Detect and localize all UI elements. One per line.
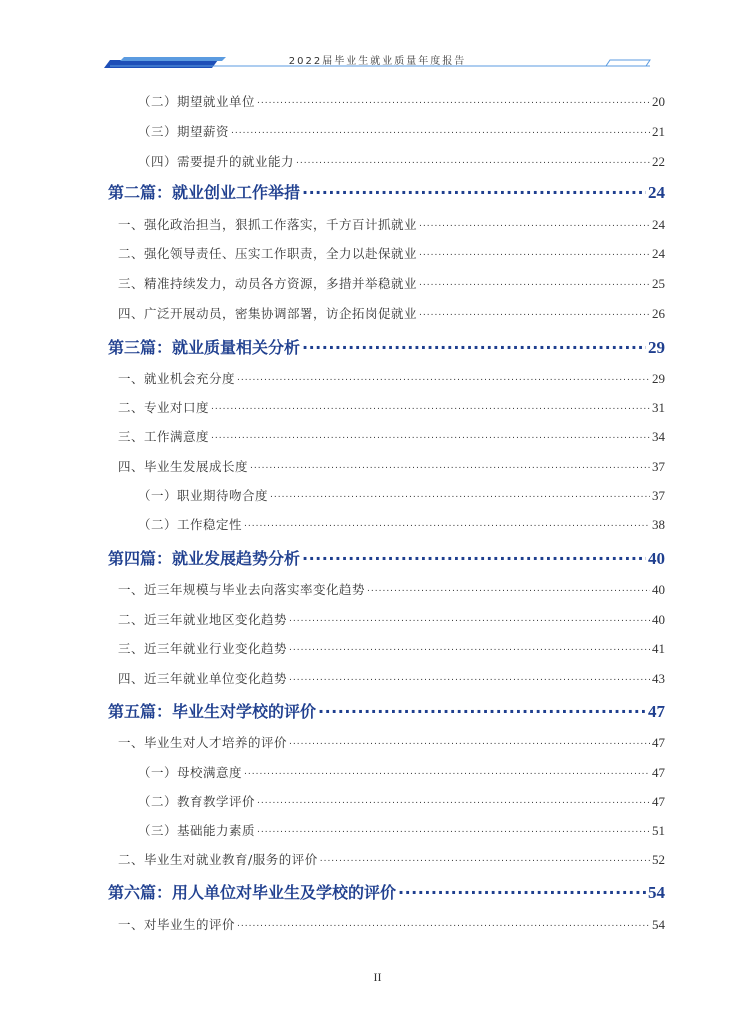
toc-entry-page: 52 — [652, 852, 665, 867]
toc-entry-page: 25 — [652, 276, 665, 291]
header-title: 2022届毕业生就业质量年度报告 — [288, 56, 467, 67]
toc-chapter-entry[interactable] — [108, 546, 665, 569]
toc-entry[interactable] — [108, 515, 665, 533]
toc-entry-label: 一、近三年规模与毕业去向落实率变化趋势 — [118, 582, 366, 597]
toc-entry-page: 47 — [652, 735, 665, 750]
toc-leader-dots — [302, 182, 646, 198]
toc-entry-label: 一、毕业生对人才培养的评价 — [118, 735, 288, 750]
toc-leader-dots — [320, 852, 650, 865]
toc-entry-label: （二）期望就业单位 — [138, 94, 256, 109]
toc-leader-dots — [244, 517, 650, 530]
toc-entry-label: 二、强化领导责任、压实工作职责，全力以赴保就业 — [118, 246, 418, 261]
header-band-graphic — [0, 0, 755, 80]
toc-leader-dots — [302, 548, 646, 564]
toc-entry-label: 第六篇：用人单位对毕业生及学校的评价 — [108, 883, 397, 902]
toc-entry-label: 三、精准持续发力，动员各方资源，多措并举稳就业 — [118, 276, 418, 291]
toc-entry-label: 二、专业对口度 — [118, 400, 210, 415]
toc-entry-page: 37 — [652, 488, 665, 503]
toc-entry-label: 三、近三年就业行业变化趋势 — [118, 641, 288, 656]
toc-entry[interactable] — [108, 398, 665, 416]
toc-entry-label: （三）基础能力素质 — [138, 823, 256, 838]
toc-entry-label: 四、近三年就业单位变化趋势 — [118, 671, 288, 686]
toc-entry-label: 第五篇：毕业生对学校的评价 — [108, 702, 317, 721]
toc-entry-page: 24 — [652, 246, 665, 261]
toc-entry[interactable] — [108, 850, 665, 868]
toc-entry-label: 一、就业机会充分度 — [118, 371, 236, 386]
toc-entry-label: 第三篇：就业质量相关分析 — [108, 338, 301, 357]
toc-entry[interactable] — [108, 122, 665, 140]
toc-leader-dots — [257, 794, 650, 807]
toc-entry-page: 21 — [652, 124, 665, 139]
toc-entry-page: 43 — [652, 671, 665, 686]
toc-entry-page: 31 — [652, 400, 665, 415]
toc-leader-dots — [367, 582, 650, 595]
toc-entry-page: 37 — [652, 459, 665, 474]
toc-entry-page: 54 — [652, 917, 665, 932]
toc-entry-label: （二）工作稳定性 — [138, 517, 243, 532]
toc-leader-dots — [398, 882, 646, 898]
toc-entry-label: 一、强化政治担当，狠抓工作落实，千方百计抓就业 — [118, 217, 418, 232]
toc-entry-label: 二、近三年就业地区变化趋势 — [118, 612, 288, 627]
toc-entry-page: 40 — [652, 582, 665, 597]
toc-leader-dots — [318, 701, 646, 717]
toc-leader-dots — [419, 217, 650, 230]
toc-entry[interactable] — [108, 304, 665, 322]
toc-entry-label: 一、对毕业生的评价 — [118, 917, 236, 932]
toc-entry-page: 24 — [648, 183, 665, 202]
toc-entry-label: 第四篇：就业发展趋势分析 — [108, 549, 301, 568]
toc-entry-page: 26 — [652, 306, 665, 321]
toc-entry-page: 40 — [652, 612, 665, 627]
toc-entry-page: 38 — [652, 517, 665, 532]
toc-leader-dots — [211, 400, 650, 413]
toc-entry[interactable] — [108, 580, 665, 598]
toc-chapter-entry[interactable] — [108, 180, 665, 203]
toc-leader-dots — [231, 124, 650, 137]
toc-chapter-entry[interactable] — [108, 699, 665, 722]
toc-leader-dots — [419, 246, 650, 259]
toc-entry-page: 54 — [648, 883, 665, 902]
toc-entry-label: 第二篇：就业创业工作举措 — [108, 183, 301, 202]
toc-leader-dots — [257, 823, 650, 836]
toc-entry-label: （一）母校满意度 — [138, 765, 243, 780]
toc-entry-page: 51 — [652, 823, 665, 838]
toc-entry[interactable] — [108, 427, 665, 445]
toc-leader-dots — [289, 641, 650, 654]
toc-entry[interactable] — [108, 486, 665, 504]
toc-entry[interactable] — [108, 733, 665, 751]
toc-entry-label: 四、毕业生发展成长度 — [118, 459, 249, 474]
toc-leader-dots — [270, 488, 650, 501]
toc-leader-dots — [289, 671, 650, 684]
toc-entry-page: 34 — [652, 429, 665, 444]
toc-entry[interactable] — [108, 915, 665, 933]
toc-entry-page: 29 — [652, 371, 665, 386]
toc-entry-label: 三、工作满意度 — [118, 429, 210, 444]
toc-entry[interactable] — [108, 792, 665, 810]
toc-entry-page: 40 — [648, 549, 665, 568]
toc-entry-label: （四）需要提升的就业能力 — [138, 154, 295, 169]
toc-entry[interactable] — [108, 457, 665, 475]
toc-entry-label: （三）期望薪资 — [138, 124, 230, 139]
toc-leader-dots — [244, 765, 650, 778]
toc-entry-page: 22 — [652, 154, 665, 169]
toc-entry[interactable] — [108, 821, 665, 839]
toc-entry[interactable] — [108, 669, 665, 687]
toc-entry-page: 24 — [652, 217, 665, 232]
toc-entry-page: 20 — [652, 94, 665, 109]
toc-entry[interactable] — [108, 215, 665, 233]
toc-entry[interactable] — [108, 369, 665, 387]
toc-entry[interactable] — [108, 274, 665, 292]
toc-leader-dots — [250, 459, 650, 472]
page-number: II — [373, 970, 382, 984]
toc-chapter-entry[interactable] — [108, 880, 665, 903]
toc-entry[interactable] — [108, 639, 665, 657]
toc-entry-label: 二、毕业生对就业教育/服务的评价 — [118, 852, 318, 867]
toc-leader-dots — [289, 612, 650, 625]
toc-entry-label: （一）职业期待吻合度 — [138, 488, 269, 503]
toc-entry-label: （二）教育教学评价 — [138, 794, 256, 809]
toc-entry-page: 47 — [652, 794, 665, 809]
toc-entry[interactable] — [108, 610, 665, 628]
toc-entry[interactable] — [108, 244, 665, 262]
toc-leader-dots — [211, 429, 650, 442]
toc-entry[interactable] — [108, 92, 665, 110]
toc-entry-page: 47 — [648, 702, 665, 721]
toc-leader-dots — [296, 154, 650, 167]
page-header — [0, 0, 755, 80]
toc-leader-dots — [257, 94, 650, 107]
toc-chapter-entry[interactable] — [108, 335, 665, 358]
toc-entry-label: 四、广泛开展动员，密集协调部署，访企拓岗促就业 — [118, 306, 418, 321]
toc-leader-dots — [237, 371, 650, 384]
toc-entry[interactable] — [108, 152, 665, 170]
toc-leader-dots — [419, 276, 650, 289]
toc-entry-page: 29 — [648, 338, 665, 357]
toc-entry-page: 47 — [652, 765, 665, 780]
toc-entry-page: 41 — [652, 641, 665, 656]
toc-leader-dots — [289, 735, 650, 748]
toc-leader-dots — [419, 306, 650, 319]
toc-entry[interactable] — [108, 763, 665, 781]
toc-leader-dots — [237, 917, 650, 930]
toc-leader-dots — [302, 337, 646, 353]
